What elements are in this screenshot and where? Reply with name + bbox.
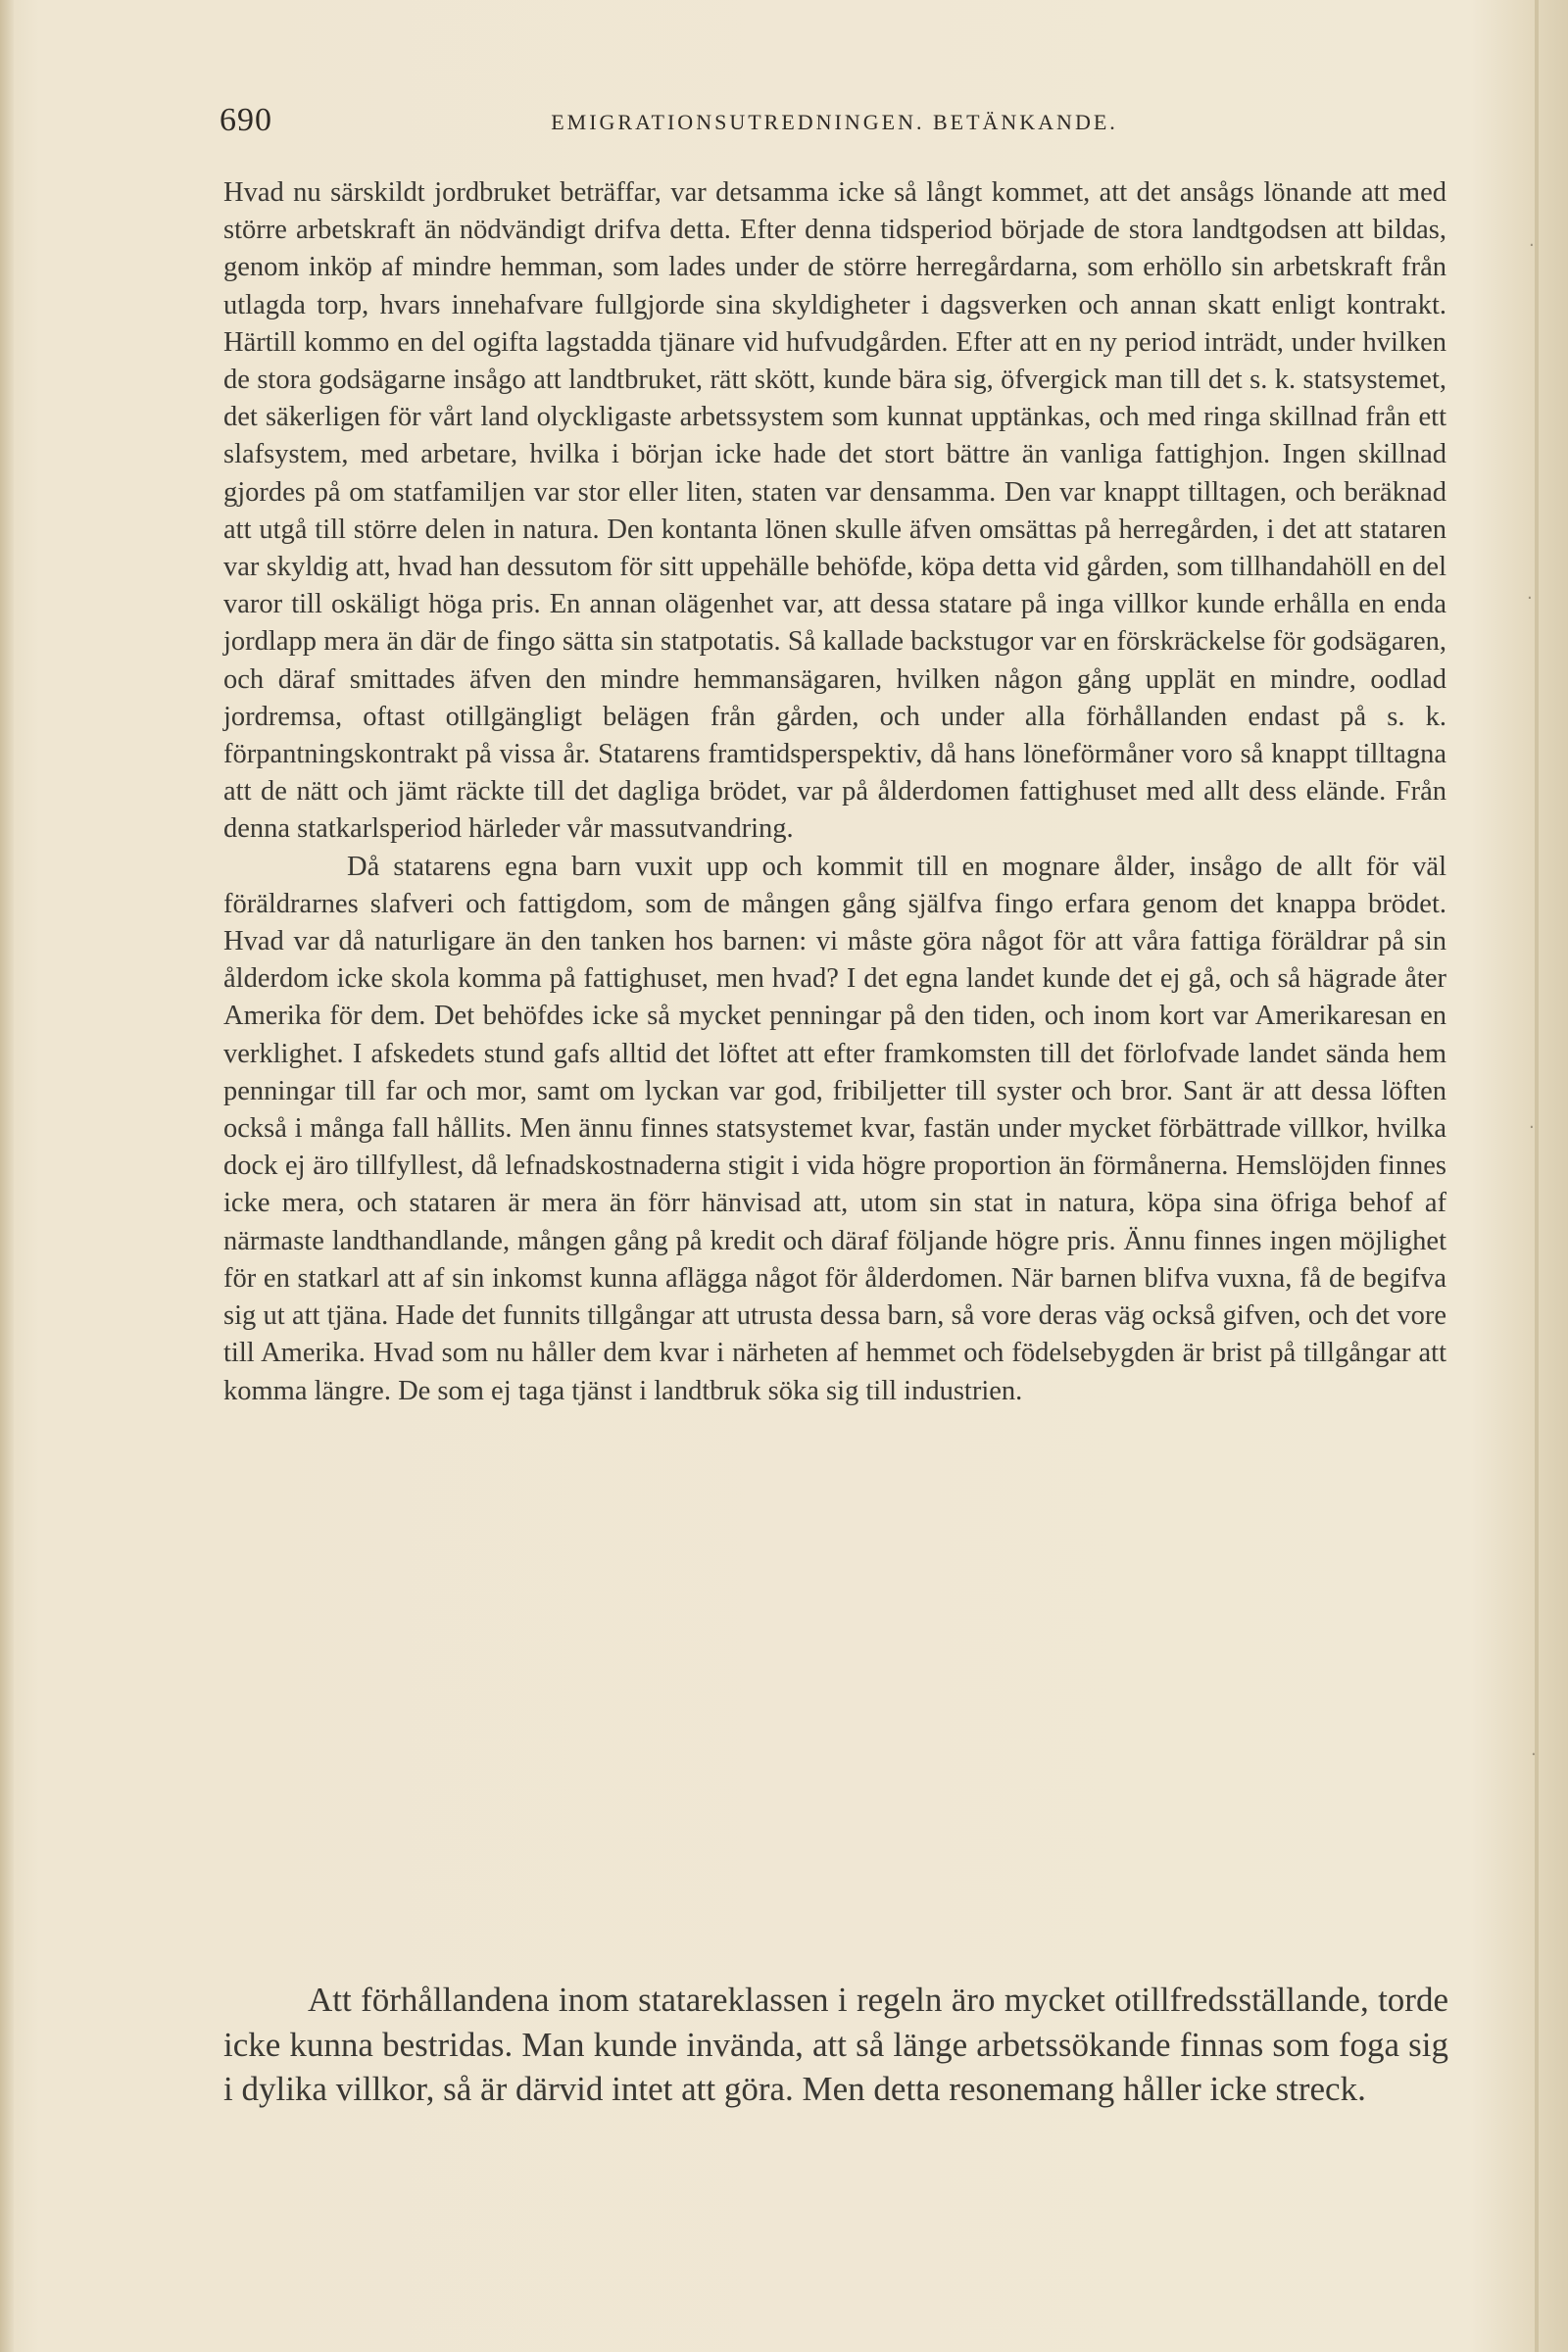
margin-mark: · — [1527, 588, 1533, 609]
page-left-edge — [0, 0, 14, 2352]
paragraph-1: Hvad nu särskildt jordbruket beträffar, var detsamma icke så långt kommet, att det ansågs lönande att med större arbetskraft än nödvändigt drifva detta. Efter denna tidsperiod började de stora landtgodsen att bildas, genom inköp af mindre hemman, som lades under de större herregårdarna, som erhöllo sin arbetskraft från utlagda torp, hvars innehafvare fullgjorde sina skyldigheter i dagsverken och annan skatt enligt kontrakt. Härtill kommo en del ogifta lagstadda tjänare vid hufvudgården. Efter att en ny period inträdt, under hvilken de stora godsägarne insågo att landtbruket, rätt skött, kunde bära sig, öfvergick man till det s. k. statsystemet, det säkerligen för vårt land olyckligaste arbetssystem som kunnat upptänkas, och med ringa skillnad från ett slafsystem, med arbetare, hvilka i början icke hade det stort bättre än vanliga fattighjon. Ingen skillnad gjordes på om statfamiljen var stor eller liten, staten var densamma. Den var knappt tilltagen, och beräknad att utgå till större delen in natura. Den kontanta lönen skulle äfven omsättas på herregården, i det att stataren var skyldig att, hvad han dessutom för sitt uppehälle behöfde, köpa detta vid gården, som tillhandahöll en del varor till oskäligt höga pris. En annan olägenhet var, att dessa statare på inga villkor kunde erhålla en enda jordlapp mera än där de fingo sätta sin statpotatis. Så kallade backstugor var en förskräckelse för godsägaren, och däraf smittades äfven den mindre hemmansägaren, hvilken någon gång upplät en mindre, oodlad jordremsa, oftast otillgängligt belägen från gården, och under alla förhållanden endast på s. k. förpantningskontrakt på vissa år. Statarens framtidsperspektiv, då hans löneförmåner voro så knappt tilltagna att de nätt och jämt räckte till det dagliga brödet, var på ålderdomen fattighuset med allt dess elände. Från denna statkarlsperiod härleder vår massutvandring. — [223, 177, 1446, 845]
body-text — [223, 174, 1446, 1410]
margin-mark: · — [1529, 1117, 1535, 1138]
page-fold-line — [1535, 0, 1539, 2352]
paragraph-3: Att förhållandena inom statareklassen i regeln äro mycket otillfredsställande, torde icke kunna bestridas. Man kunde invända, att så länge arbetssökande finnas som foga sig i dylika villkor, så är därvid intet att göra. Men detta resonemang håller icke streck. — [223, 1981, 1448, 2108]
running-title: EMIGRATIONSUTREDNINGEN. BETÄNKANDE. — [551, 110, 1118, 134]
page-number: 690 — [220, 102, 272, 138]
margin-mark: · — [1529, 235, 1535, 256]
margin-mark: · — [1531, 1744, 1537, 1765]
paragraph-2: Då statarens egna barn vuxit upp och kommit till en mognare ålder, insågo de allt för väl föräldrarnes slafveri och fattigdom, som de mången gång själfva fingo erfara genom det knappa brödet. Hvad var då naturligare än den tanken hos barnen: vi måste göra något för att våra fattiga föräldrar på sin ålderdom icke skola komma på fattighuset, men hvad? I det egna landet kunde det ej gå, och så hägrade åter Amerika för dem. Det behöfdes icke så mycket penningar på den tiden, och inom kort var Amerikaresan en verklighet. I afskedets stund gafs alltid det löftet att efter framkomsten till det förlofvade landet sända hem penningar till far och mor, samt om lyckan var god, fribiljetter till syster och bror. Sant är att dessa löften också i många fall hållits. Men ännu finnes statsystemet kvar, fastän under mycket förbättrade villkor, hvilka dock ej äro tillfyllest, då lefnadskostnaderna stigit i vida högre proportion än förmånerna. Hemslöjden finnes icke mera, och stataren är mera än förr hänvisad att, utom sin stat in natura, köpa sina öfriga behof af närmaste landthandlande, mången gång på kredit och däraf följande högre pris. Ännu finnes ingen möjlighet för en statkarl att af sin inkomst kunna aflägga något för ålderdomen. När barnen blifva vuxna, få de begifva sig ut att tjäna. Hade det funnits tillgångar att utrusta dessa barn, så vore deras väg också gifven, och det vore till Amerika. Hvad som nu håller dem kvar i närheten af hemmet och födelsebygden är brist på tillgångar att komma längre. De som ej taga tjänst i landtbruk söka sig till industrien. — [223, 851, 1446, 1406]
large-text-section — [223, 1978, 1448, 2112]
page-header — [220, 102, 1449, 141]
